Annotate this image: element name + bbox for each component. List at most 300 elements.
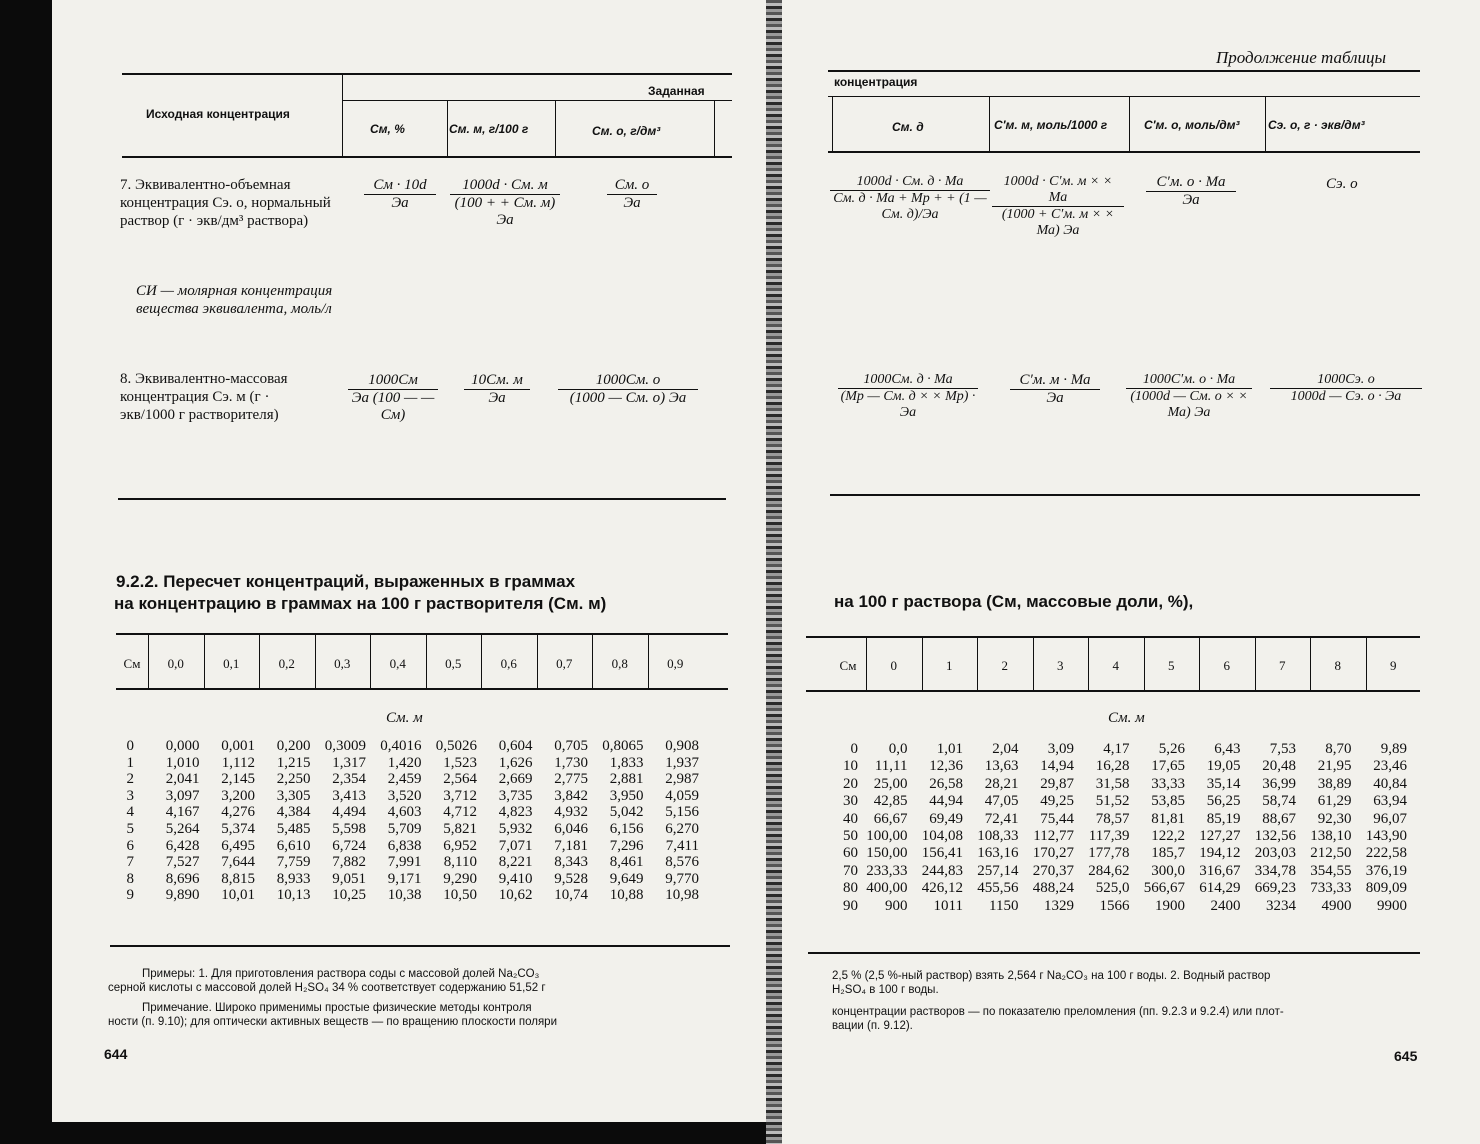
table2-row-header: Cм: [839, 658, 857, 673]
table2-cell: 334,78: [1254, 862, 1296, 879]
row-8-label: 8. Эквивалентно-массовая концентрация Cэ. м (г · экв/1000 г растворителя): [120, 371, 288, 423]
page-number: 645: [1394, 1048, 1418, 1064]
table2-col-header: 0,0: [167, 656, 184, 671]
table2-col-header: 0: [890, 658, 897, 673]
table2-cell: 33,33: [1151, 775, 1185, 792]
col-divider: [370, 635, 371, 688]
table2-header-rule: [806, 690, 1420, 692]
formula-numerator: 1000Cм. о: [595, 372, 661, 388]
table2-cell: 4,17: [1103, 741, 1130, 757]
table-end-rule: [118, 498, 726, 500]
col-divider: [1255, 638, 1256, 690]
table2-cell: 4,603: [387, 804, 422, 821]
table2-cell: 127,27: [1199, 828, 1241, 844]
table2-cell: 1150: [989, 897, 1019, 914]
table2-cell: 4900: [1321, 897, 1352, 914]
table2-cell: 3,09: [1047, 741, 1074, 757]
table2-cell: 5,598: [332, 821, 366, 837]
table2-col-header: 0,6: [500, 656, 517, 671]
formula-numerator: Cм. о: [614, 177, 650, 193]
table2-cell: 13,63: [984, 758, 1019, 775]
table2-cell: 525,0: [1095, 880, 1130, 897]
table2-cell: 0,604: [498, 738, 533, 754]
formula-denominator: (100 + + Cм. м) Эа: [450, 194, 560, 229]
table2-cell: 143,90: [1365, 828, 1407, 844]
table2-col-header: 5: [1168, 658, 1175, 673]
header-given: Заданная: [648, 84, 705, 98]
table2-cell: 108,33: [977, 828, 1019, 844]
table2-cell: 1,937: [665, 754, 699, 771]
table2-cell: 75,44: [1040, 810, 1074, 827]
table2-top-rule: [116, 633, 728, 635]
table2-cell: 0,8065: [602, 738, 644, 754]
section-title: на 100 г раствора (Cм, массовые доли, %),: [834, 592, 1194, 611]
table2-row-label: 50: [843, 828, 858, 844]
table2-cell: 1,626: [498, 754, 533, 771]
table2-cell: 8,70: [1325, 741, 1352, 757]
table2-cell: 42,85: [873, 793, 908, 810]
table2-cell: 809,09: [1365, 880, 1407, 897]
table2-cell: 5,042: [609, 804, 644, 821]
formula-denominator: Cм. д · Ма + Мр + + (1 — Cм. д)/Эа: [830, 190, 990, 223]
table2-cell: 0,4016: [380, 738, 422, 754]
col-divider: [989, 97, 990, 151]
table2-cell: 81,81: [1151, 810, 1185, 827]
table2-bottom-rule: [808, 952, 1420, 954]
table2-cell: 6,724: [332, 837, 366, 854]
table2-cell: 257,14: [977, 862, 1019, 879]
col-divider: [866, 638, 867, 690]
table2-cell: 3,520: [387, 787, 422, 804]
table2-cell: 6,610: [276, 837, 311, 854]
table2-cell: 112,77: [1033, 828, 1074, 844]
table2-row-label: 8: [126, 870, 134, 887]
col-divider: [922, 638, 923, 690]
table2-cell: 7,759: [276, 854, 311, 871]
section-title-line-2: на концентрацию в граммах на 100 г растворителя (Cм. м): [114, 594, 607, 613]
table2-row-label: 4: [126, 804, 134, 821]
col-divider: [555, 101, 556, 156]
table2-cell: 0,000: [165, 738, 200, 754]
col-divider: [832, 97, 833, 151]
formula-numerator: C′м. м · Ма: [1019, 372, 1091, 388]
table2-cell: 2,145: [221, 771, 255, 788]
table2-cell: 9,528: [554, 870, 588, 887]
table2-cell: 14,94: [1040, 758, 1074, 775]
table2-cell: 2,04: [992, 741, 1019, 757]
col-divider: [977, 638, 978, 690]
table2-col-header: 0,3: [334, 656, 351, 671]
formula-denominator: 1000d — Cэ. о · Эа: [1270, 388, 1422, 405]
table2-cell: 9,89: [1380, 741, 1407, 757]
table2-cell: 85,19: [1206, 810, 1241, 827]
col-divider: [204, 635, 205, 688]
table2-cell: 31,58: [1095, 775, 1130, 792]
table2-row-label: 1: [126, 754, 134, 771]
col-header-cmm: Cм. м, г/100 г: [449, 122, 529, 136]
col-divider: [315, 635, 316, 688]
table2-cell: 6,428: [165, 837, 200, 854]
formula-denominator: Эа: [464, 389, 530, 407]
table2-col-header: 0,8: [611, 656, 628, 671]
table2-cell: 1,01: [936, 741, 963, 757]
footnote-line-2: серной кислоты с массовой долей H₂SO₄ 34 % соответствует содержанию 51,52 г: [108, 982, 546, 994]
table2-cell: 194,12: [1199, 845, 1241, 862]
table2-cell: 26,58: [929, 775, 963, 792]
table2-bottom-rule: [110, 945, 730, 947]
table2-cell: 19,05: [1206, 758, 1241, 775]
table2-cell: 426,12: [921, 880, 963, 897]
table2-cell: 1011: [933, 897, 963, 914]
table2-col-header: 0,1: [223, 656, 240, 671]
table2-cell: 96,07: [1373, 810, 1407, 827]
table2-cell: 10,74: [554, 887, 588, 904]
table2-cell: 4,494: [332, 804, 366, 821]
table2-cell: 61,29: [1317, 793, 1352, 810]
col-divider: [1265, 97, 1266, 151]
formula-denominator: Эа: [364, 194, 436, 212]
table2-cell: 5,264: [165, 821, 200, 837]
table2-cell: 233,33: [866, 862, 908, 879]
formula-denominator: (1000 — Cм. о) Эа: [558, 389, 698, 407]
table2-cell: 9,051: [332, 870, 366, 887]
table2-cell: 35,14: [1206, 775, 1241, 792]
table2-cell: 4,823: [498, 804, 533, 821]
table2-cell: 8,576: [665, 854, 699, 871]
table2-cell: 156,41: [921, 845, 963, 862]
col-header-cmd: Cм. д: [892, 120, 924, 134]
table2-cell: 20,48: [1262, 758, 1296, 775]
right-page: [782, 0, 1480, 1144]
col-header-cmo: Cм. о, г/дм³: [592, 124, 661, 138]
table2-cell: 0,001: [221, 738, 255, 754]
footnote-line-2: H₂SO₄ в 100 г воды.: [832, 984, 939, 996]
table2-cell: 10,01: [221, 887, 255, 904]
col-header-ceo: Cэ. о, г · экв/дм³: [1268, 118, 1365, 132]
table2-col-header: 8: [1334, 658, 1341, 673]
table2-cell: 3,097: [165, 787, 200, 804]
table2-cell: 6,838: [387, 837, 422, 854]
formula-numerator: 1000d · Cм. д · Ма: [856, 174, 964, 189]
row-7-formula-ceo: Cэ. о: [1326, 176, 1358, 192]
formula-denominator: Эа: [1010, 389, 1100, 407]
table-end-rule: [830, 494, 1420, 496]
table2-row-label: 60: [843, 845, 858, 862]
table2-cell: 1,112: [221, 754, 255, 771]
table2-row-label: 0: [850, 741, 858, 757]
table2-row-label: 3: [126, 787, 134, 804]
table2-cell: 0,200: [276, 738, 311, 754]
table2-cell: 2,775: [554, 771, 588, 788]
table2-cell: 1,420: [387, 754, 422, 771]
formula-denominator: (Мр — Cм. д × × Мр) · Эа: [838, 388, 978, 421]
table2-cell: 8,696: [165, 870, 200, 887]
section-title-line-1: 9.2.2. Пересчет концентраций, выраженных в граммах: [116, 572, 576, 591]
table2-cell: 0,0: [888, 741, 908, 757]
table2-cell: 10,62: [498, 887, 533, 904]
left-page: [52, 0, 766, 1122]
col-divider: [1033, 638, 1034, 690]
table2-col-header: 3: [1057, 658, 1064, 673]
table2-cell: 9,649: [609, 870, 644, 887]
table2-cell: 9,770: [665, 870, 699, 887]
table2-cell: 150,00: [866, 845, 908, 862]
table2-col-header: 1: [946, 658, 953, 673]
table2-cell: 7,644: [221, 854, 255, 871]
table2-cell: 7,411: [665, 837, 699, 854]
table2-cell: 0,3009: [324, 738, 366, 754]
footnote-line-3: концентрации растворов — по показателю преломления (пп. 9.2.3 и 9.2.4) или плот-: [832, 1006, 1284, 1018]
table2-cell: 7,527: [165, 854, 200, 871]
table2-row-header: Cм: [123, 656, 141, 671]
table2-cell: 12,36: [929, 758, 963, 775]
page-number: 644: [104, 1046, 128, 1062]
table2-cell: 10,88: [609, 887, 644, 904]
table2-cell: 3,950: [609, 787, 644, 804]
group-rule: [828, 96, 1420, 97]
table2-row-label: 40: [843, 810, 858, 827]
table2-cell: 1,010: [165, 754, 200, 771]
table2-cell: 78,57: [1095, 810, 1130, 827]
table2-cell: 100,00: [866, 828, 908, 844]
col-divider: [1129, 97, 1130, 151]
row-8-formula-1: [348, 372, 438, 424]
col-header-cm: Cм, %: [370, 122, 405, 136]
table2-cell: 455,56: [977, 880, 1019, 897]
table2-row-label: 2: [126, 771, 134, 788]
table2-cell: 2,564: [443, 771, 477, 788]
col-divider: [1199, 638, 1200, 690]
table2-cell: 47,05: [984, 793, 1019, 810]
formula-denominator: Эа: [1146, 191, 1236, 209]
table2-cell: 488,24: [1032, 880, 1074, 897]
table2-cell: 9,171: [387, 870, 422, 887]
table2-cell: 16,28: [1095, 758, 1130, 775]
table2-cell: 29,87: [1040, 775, 1074, 792]
table2-row-label: 7: [126, 854, 134, 871]
table2-cell: 6,952: [443, 837, 477, 854]
table2-cell: 7,991: [387, 854, 422, 871]
table2-row-label: 20: [843, 775, 858, 792]
col-divider: [342, 74, 343, 156]
table2-cell: 92,30: [1317, 810, 1352, 827]
row-7-formula-2: [450, 177, 560, 229]
col-header-cmo-mol: C′м. о, моль/дм³: [1144, 118, 1240, 132]
table2-cell: 8,221: [498, 854, 533, 871]
header-source-concentration: Исходная концентрация: [146, 107, 290, 121]
table2-cell: 4,276: [221, 804, 255, 821]
table2-col-header: 9: [1390, 658, 1397, 673]
col-divider: [1366, 638, 1367, 690]
table2-subheader: Cм. м: [386, 710, 423, 726]
col-divider: [537, 635, 538, 688]
table2-cell: 11,11: [874, 758, 908, 775]
row-7-formula-cmo: [1146, 174, 1236, 209]
table2-col-header: 7: [1279, 658, 1286, 673]
table2-cell: 0,908: [665, 738, 699, 754]
table2-cell: 212,50: [1310, 845, 1352, 862]
table2-cell: 10,38: [387, 887, 422, 904]
table2-cell: 10,98: [665, 887, 699, 904]
table2-cell: 8,933: [276, 870, 311, 887]
formula-numerator: 10Cм. м: [471, 372, 523, 388]
row-8-formula-cmm: [1010, 372, 1100, 407]
table2-cell: 117,39: [1088, 828, 1130, 844]
table2-cell: 6,495: [221, 837, 255, 854]
table2-col-header: 4: [1112, 658, 1119, 673]
formula-numerator: 1000d · Cм. м: [462, 177, 548, 193]
footnote-line-3: Примечание. Широко применимы простые физические методы контроля: [142, 1002, 532, 1014]
table2-cell: 177,78: [1088, 845, 1130, 862]
si-note: СИ — молярная концентрация вещества эквивалента, моль/л: [136, 283, 333, 317]
table2-subheader: Cм. м: [1108, 710, 1145, 726]
table2-cell: 49,25: [1040, 793, 1074, 810]
table2-cell: 244,83: [921, 862, 963, 879]
table-top-rule: [122, 73, 732, 75]
table2-cell: 9,410: [498, 870, 533, 887]
table2-cell: 5,156: [665, 804, 699, 821]
table2-cell: 9,290: [443, 870, 477, 887]
table2-cell: 6,270: [665, 821, 699, 837]
footnote-line-1: Примеры: 1. Для приготовления раствора соды с массовой долей Na₂CO₃: [142, 968, 540, 980]
table2-cell: 40,84: [1373, 775, 1407, 792]
col-divider: [148, 635, 149, 688]
table2-cell: 0,5026: [435, 738, 477, 754]
table2-cell: 2,354: [332, 771, 366, 788]
table2-cell: 4,384: [276, 804, 311, 821]
table2-row-label: 90: [843, 897, 858, 914]
header-concentration: концентрация: [834, 75, 918, 89]
table2-cell: 21,95: [1317, 758, 1352, 775]
table2-cell: 8,815: [221, 870, 255, 887]
table2-cell: 69,49: [929, 810, 963, 827]
table2-cell: 222,58: [1365, 845, 1407, 862]
col-divider: [481, 635, 482, 688]
formula-numerator: Cм · 10d: [373, 177, 427, 193]
table2-cell: 270,37: [1032, 862, 1074, 879]
col-divider: [592, 635, 593, 688]
col-divider: [648, 635, 649, 688]
continuation-label: Продолжение таблицы: [1216, 48, 1387, 67]
table2-cell: 5,821: [443, 821, 477, 837]
table2-cell: 170,27: [1032, 845, 1074, 862]
table2-cell: 669,23: [1254, 880, 1296, 897]
table2-cell: 733,33: [1310, 880, 1352, 897]
table2-cell: 5,709: [387, 821, 422, 837]
table2-cell: 53,85: [1151, 793, 1185, 810]
table2-cell: 88,67: [1262, 810, 1296, 827]
table2-cell: 2,041: [165, 771, 200, 788]
row-8-formula-ceo: [1270, 372, 1422, 405]
table2-cell: 1566: [1099, 897, 1130, 914]
table2-cell: 44,94: [929, 793, 963, 810]
table2-cell: 354,55: [1310, 862, 1352, 879]
table2-header-rule: [116, 688, 728, 690]
table-top-rule: [828, 70, 1420, 72]
header-bottom-rule: [122, 156, 732, 158]
table2-cell: 122,2: [1151, 828, 1185, 844]
table2-cell: 5,932: [498, 821, 533, 837]
table2-cell: 2,250: [276, 771, 311, 788]
footnote-line-1: 2,5 % (2,5 %-ный раствор) взять 2,564 г Na₂CO₃ на 100 г воды. 2. Водный раствор: [832, 970, 1271, 982]
table2-cell: 1,215: [276, 754, 311, 771]
table2-cell: 6,156: [609, 821, 644, 837]
table2-cell: 2,459: [387, 771, 422, 788]
table2-cell: 138,10: [1310, 828, 1352, 844]
table2-cell: 132,56: [1254, 828, 1296, 844]
table2-cell: 2,669: [498, 771, 533, 788]
table2-cell: 66,67: [873, 810, 908, 827]
table2-cell: 2400: [1210, 897, 1241, 914]
row-8-formula-cmd: [838, 372, 978, 421]
table2-cell: 8,461: [609, 854, 644, 871]
table2-cell: 2,987: [665, 771, 699, 788]
table2-cell: 36,99: [1262, 775, 1296, 792]
table2-cell: 614,29: [1199, 880, 1241, 897]
col-divider: [714, 101, 715, 156]
table2-cell: 56,25: [1206, 793, 1241, 810]
table2-cell: 3,712: [443, 787, 477, 804]
table2-col-header: 0,5: [445, 656, 462, 671]
table2-cell: 23,46: [1373, 758, 1407, 775]
table2-cell: 38,89: [1317, 775, 1352, 792]
row-7-formula-1: [364, 177, 436, 212]
col-divider: [259, 635, 260, 688]
table2-cell: 9900: [1377, 897, 1407, 914]
table2-cell: 3,200: [221, 787, 255, 804]
table2-cell: 63,94: [1373, 793, 1407, 810]
row-7-formula-cmm: [992, 174, 1124, 239]
formula-numerator: 1000d · C′м. м × × Ма: [1003, 174, 1113, 205]
table2-cell: 6,43: [1214, 741, 1241, 757]
table2-col-header: 2: [1001, 658, 1008, 673]
table2-row-label: 9: [126, 887, 134, 904]
col-divider: [1088, 638, 1089, 690]
table2-cell: 10,25: [332, 887, 366, 904]
table2-cell: 72,41: [984, 810, 1019, 827]
table2-cell: 1,730: [554, 754, 588, 771]
table2-cell: 400,00: [866, 880, 908, 897]
table2-cell: 163,16: [977, 845, 1019, 862]
table2-cell: 3,413: [332, 787, 366, 804]
row-8-formula-2: [464, 372, 530, 407]
table2-cell: 3234: [1266, 897, 1296, 914]
table2-cell: 900: [885, 897, 908, 914]
row-7-formula-3: [607, 177, 657, 212]
table2-cell: 6,046: [554, 821, 588, 837]
table2-cell: 1,833: [609, 754, 644, 771]
table2-cell: 51,52: [1095, 793, 1130, 810]
table2-cell: 2,881: [609, 771, 644, 788]
formula-numerator: 1000Cм: [368, 372, 418, 388]
table2-row-label: 0: [126, 738, 134, 754]
table2-cell: 566,67: [1143, 880, 1185, 897]
table2-cell: 7,53: [1269, 741, 1296, 757]
formula-numerator: C′м. о · Ма: [1156, 174, 1226, 190]
footnote-line-4: вации (п. 9.12).: [832, 1020, 913, 1032]
formula-numerator: 1000C′м. о · Ма: [1142, 372, 1236, 387]
table2-cell: 17,65: [1151, 758, 1185, 775]
table2-cell: 7,882: [332, 854, 366, 871]
table2-cell: 8,110: [443, 854, 477, 871]
table2-cell: 376,19: [1365, 862, 1407, 879]
book-gutter: [766, 0, 782, 1144]
table2-cell: 28,21: [984, 775, 1019, 792]
table2-cell: 4,932: [554, 804, 588, 821]
table2-cell: 1,523: [443, 754, 477, 771]
table2-cell: 4,712: [443, 804, 477, 821]
table2-cell: 300,0: [1151, 862, 1185, 879]
